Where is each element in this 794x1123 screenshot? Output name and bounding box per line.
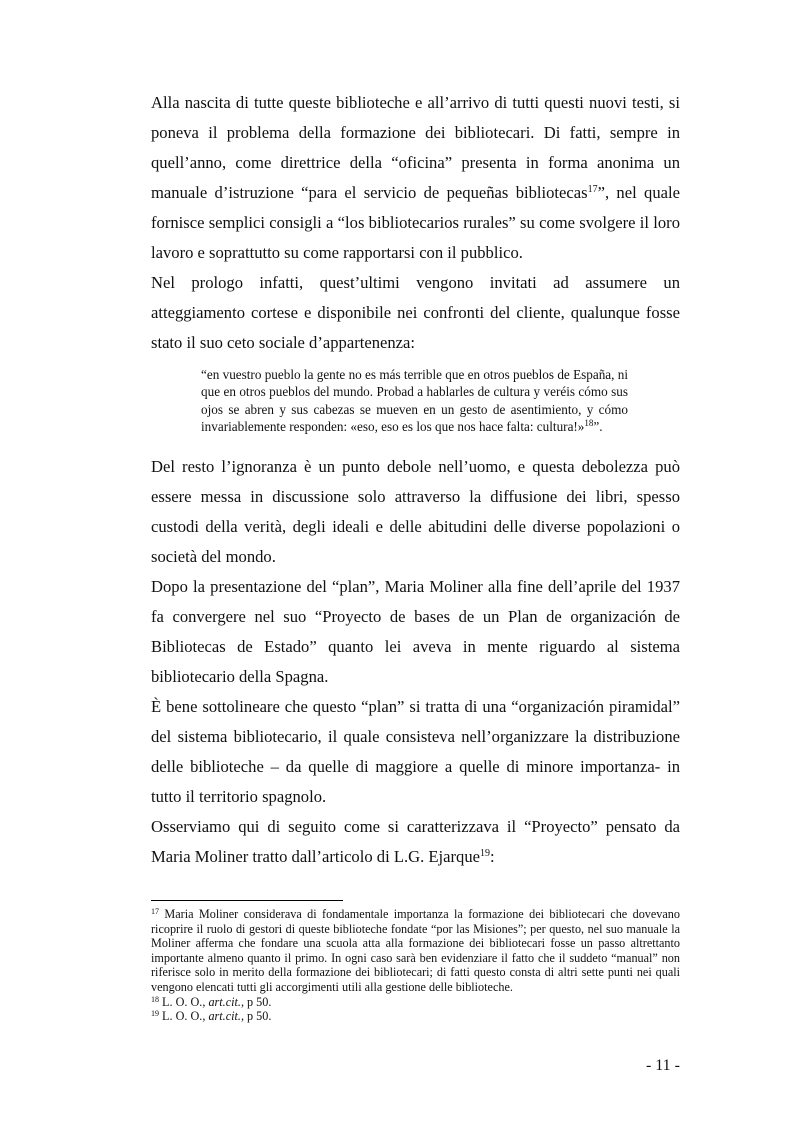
body-text [151, 88, 680, 872]
page-number: - 11 - [645, 1057, 680, 1074]
paragraph-5: È bene sottolineare che questo “plan” si tratta di una “organización piramidal” del sistema bibliotecario, il quale consisteva nell’organizzare la distribuzione delle biblioteche – da quelle di maggiore a quelle di minore importanza- in tutto il territorio spagnolo. [151, 696, 680, 806]
paragraph-2: Nel prologo infatti, quest’ultimi vengono invitati ad assumere un atteggiamento cortese e disponibile nei confronti del cliente, qualunque fosse stato il suo ceto sociale d’appartenenza: [151, 273, 680, 352]
footnote-17: $^{17}$ Maria Moliner considerava di fondamentale importanza la formazione dei bibliotecari che dovevano ricoprire il ruolo di gestori di queste biblioteche fondate “por las Misiones”; per questo, nel suo manuale la Moliner afferma che fondare una scuola atta alla formazione dei bibliotecari fosse un passo altrettanto importante almeno quanto il primo. In ogni caso sarà ben evidenziare il fatto che il suddeto “manual” non riferisce solo in merito della formazione dei bibliotecari; di fatti questo consta di altri sette punti nei quali vengono elencati tutti gli accorgimenti utili alla gestione delle biblioteche. [151, 907, 680, 994]
footnote-ref-18[interactable]: 18 [584, 418, 594, 429]
paragraph-4: Dopo la presentazione del “plan”, Maria Moliner alla fine dell’aprile del 1937 fa convergere nel suo “Proyecto de bases de un Plan de organización de Bibliotecas de Estado” quanto lei aveva in mente riguardo al sistema bibliotecario della Spagna. [151, 576, 680, 686]
block-quote: “en vuestro pueblo la gente no es más terrible que en otros pueblos de España, ni que en otros pueblos del mundo. Probad a hablarles de cultura y veréis cómo sus ojos se abren y sus cabezas se mueven en un gesto de asentimiento, y cómo invariablemente responden: «eso, eso es los que nos hace falta: cultura!»$^{18}$”. [201, 367, 629, 435]
footnote-ref-17[interactable]: 17 [587, 184, 598, 195]
footnote-19: $^{19}$ L. O. O., art.cit., p 50. [151, 1009, 272, 1024]
paragraph-6: Osserviamo qui di seguito come si caratterizzava il “Proyecto” pensato da Maria Moliner tratto dall’articolo di L.G. Ejarque$^{19}$: [151, 816, 680, 866]
footnote-separator [151, 900, 343, 901]
footnote-ref-19[interactable]: 19 [480, 847, 490, 859]
footnote-18: $^{18}$ L. O. O., art.cit., p 50. [151, 994, 272, 1009]
footnotes [151, 907, 680, 1024]
paragraph-1: Alla nascita di tutte queste biblioteche e all’arrivo di tutti questi nuovi testi, si poneva il problema della formazione dei bibliotecari. Di fatti, sempre in quell’anno, come direttrice della “oficina” presenta in forma anonima un manuale d’istruzione “para el servicio de pequeñas bibliotecas$^{17}$”, nel quale fornisce semplici consigli a “los bibliotecarios rurales” su come svolgere il loro lavoro e soprattutto su come rapportarsi con il pubblico. [151, 93, 680, 262]
paragraph-3: Del resto l’ignoranza è un punto debole nell’uomo, e questa debolezza può essere messa in discussione solo attraverso la diffusione dei libri, spesso custodi della verità, degli ideali e delle abitudini delle diverse popolazioni o società del mondo. [151, 456, 680, 566]
